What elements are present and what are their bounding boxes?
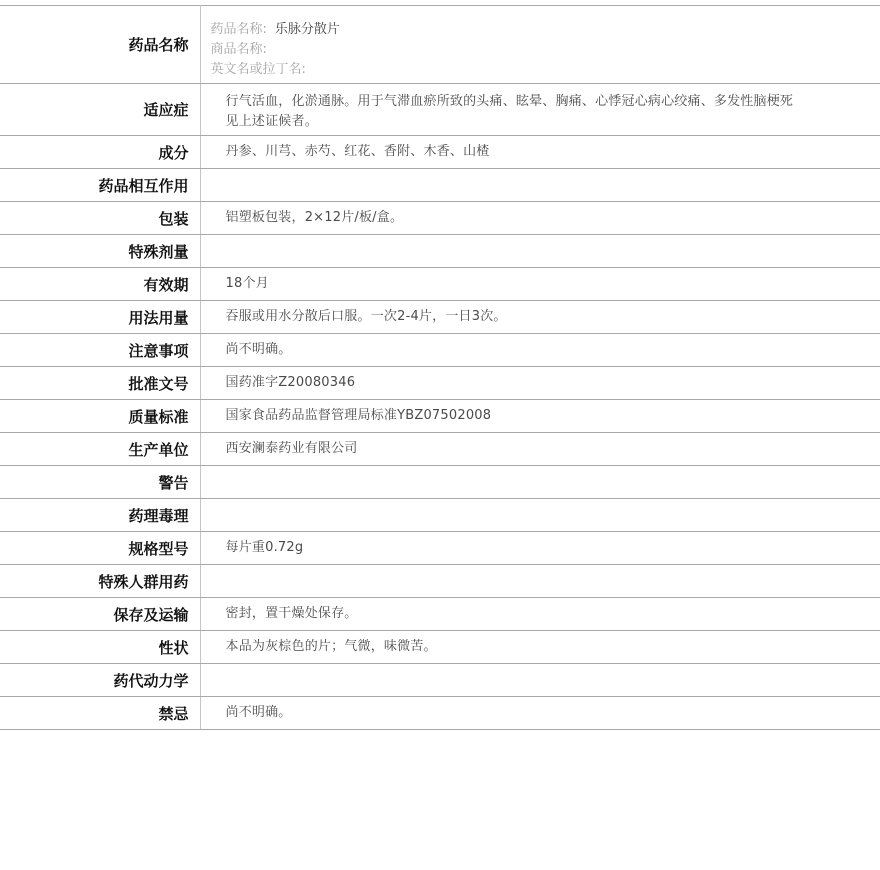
label-special-dosage: 特殊剂量 [0, 235, 200, 268]
value-specification: 每片重0.72g [200, 532, 880, 565]
label-appearance: 性状 [0, 631, 200, 664]
value-pharmacokinetics [200, 664, 880, 697]
value-special-dosage [200, 235, 880, 268]
row-contraindications [0, 697, 880, 730]
value-approval-number: 国药准字Z20080346 [200, 367, 880, 400]
label-ingredients: 成分 [0, 136, 200, 169]
row-pharmacokinetics [0, 664, 880, 697]
generic-name-key: 药品名称: [210, 21, 267, 37]
drug-info-sheet [0, 5, 880, 730]
label-pharmacology-toxicology: 药理毒理 [0, 499, 200, 532]
label-indications: 适应症 [0, 84, 200, 136]
value-appearance: 本品为灰棕色的片；气微，味微苦。 [200, 631, 880, 664]
row-approval-number [0, 367, 880, 400]
label-interactions: 药品相互作用 [0, 169, 200, 202]
indications-text: 行气活血，化淤通脉。用于气滞血瘀所致的头痛、眩晕、胸痛、心悸冠心病心绞痛、多发性脑梗死见上述证候者。 [225, 94, 794, 129]
row-specification [0, 532, 880, 565]
label-contraindications: 禁忌 [0, 697, 200, 730]
row-shelf-life [0, 268, 880, 301]
value-manufacturer: 西安澜泰药业有限公司 [200, 433, 880, 466]
generic-name-value: 乐脉分散片 [274, 21, 340, 37]
row-packaging [0, 202, 880, 235]
value-usage-dosage: 吞服或用水分散后口服。一次2-4片，一日3次。 [200, 301, 880, 334]
value-contraindications: 尚不明确。 [200, 697, 880, 730]
value-ingredients: 丹参、川芎、赤芍、红花、香附、木香、山楂 [200, 136, 880, 169]
label-packaging: 包装 [0, 202, 200, 235]
trade-name-key: 商品名称: [210, 41, 267, 57]
label-quality-standard: 质量标准 [0, 400, 200, 433]
row-indications [0, 84, 880, 136]
row-storage-transport [0, 598, 880, 631]
label-pharmacokinetics: 药代动力学 [0, 664, 200, 697]
label-approval-number: 批准文号 [0, 367, 200, 400]
row-pharmacology-toxicology [0, 499, 880, 532]
row-special-dosage [0, 235, 880, 268]
label-usage-dosage: 用法用量 [0, 301, 200, 334]
label-shelf-life: 有效期 [0, 268, 200, 301]
english-name-key: 英文名或拉丁名: [210, 61, 306, 77]
label-warning: 警告 [0, 466, 200, 499]
value-shelf-life: 18个月 [200, 268, 880, 301]
english-name-line [211, 60, 880, 80]
label-storage-transport: 保存及运输 [0, 598, 200, 631]
label-manufacturer: 生产单位 [0, 433, 200, 466]
value-storage-transport: 密封，置干燥处保存。 [200, 598, 880, 631]
value-quality-standard: 国家食品药品监督管理局标准YBZ07502008 [200, 400, 880, 433]
row-manufacturer [0, 433, 880, 466]
label-special-populations: 特殊人群用药 [0, 565, 200, 598]
row-warning [0, 466, 880, 499]
row-appearance [0, 631, 880, 664]
drug-name-block [200, 6, 880, 84]
value-precautions: 尚不明确。 [200, 334, 880, 367]
label-drug-name: 药品名称 [0, 6, 200, 84]
value-packaging: 铝塑板包装，2×12片/板/盒。 [200, 202, 880, 235]
label-precautions: 注意事项 [0, 334, 200, 367]
value-special-populations [200, 565, 880, 598]
value-pharmacology-toxicology [200, 499, 880, 532]
generic-name-line [211, 20, 880, 40]
trade-name-line [211, 40, 880, 60]
value-interactions [200, 169, 880, 202]
row-drug-name [0, 6, 880, 84]
row-special-populations [0, 565, 880, 598]
row-quality-standard [0, 400, 880, 433]
row-usage-dosage [0, 301, 880, 334]
value-indications [200, 84, 880, 136]
label-specification: 规格型号 [0, 532, 200, 565]
row-ingredients [0, 136, 880, 169]
drug-info-table [0, 5, 880, 730]
row-interactions [0, 169, 880, 202]
row-precautions [0, 334, 880, 367]
value-warning [200, 466, 880, 499]
